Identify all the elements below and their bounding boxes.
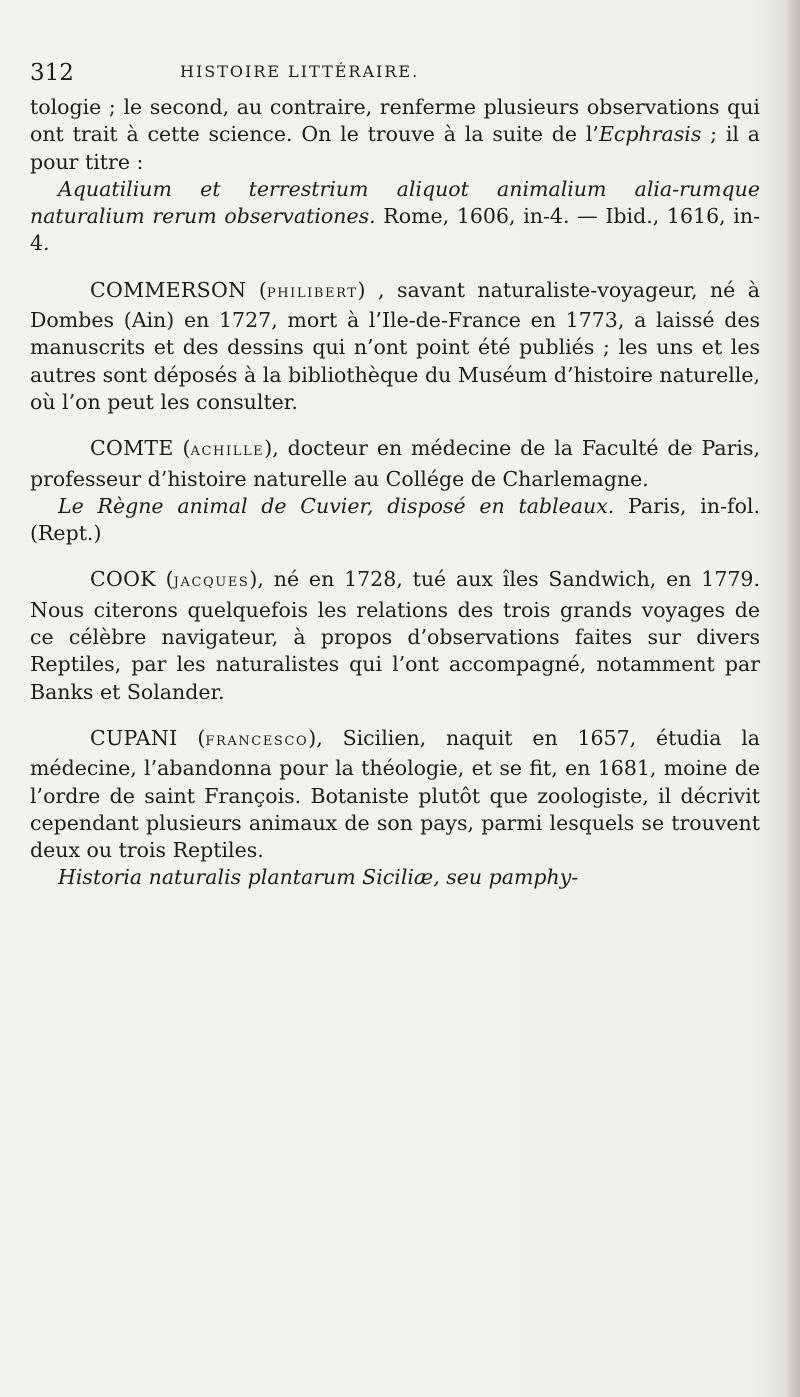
- bibliographic-reference: [30, 864, 760, 891]
- body-text: [30, 94, 760, 892]
- reference-details: Paris, in-fol. (Rept.): [30, 493, 760, 546]
- entry-text: , né en 1728, tué aux îles Sandwich, en 1779. Nous citerons quelquefois les relations des trois grands voyages de ce célèbre navigateur, à propos d’observations faites sur divers Reptiles, par les naturalistes qui l’ont accompagné, notamment par Banks et Solander.: [30, 567, 760, 704]
- entry-text: , savant naturaliste-voyageur, né à Dombes (Ain) en 1727, mort à l’Ile-de-France en 1773, a laissé des manuscrits et des dessins qui n’ont point été publiés ; les uns et les autres sont déposés à la bibliothèque du Muséum d’histoire naturelle, où l’on peut les consulter.: [30, 277, 760, 414]
- reference-details: Rome, 1606, in-4. — Ibid., 1616, in-4.: [30, 204, 760, 256]
- entry-firstname: ACHILLE: [190, 444, 265, 460]
- page-number: 312: [30, 60, 74, 86]
- entry-name: CUPANI: [90, 725, 178, 750]
- reference-title: Historia naturalis plantarum Siciliæ, seu pamphy-: [58, 865, 579, 890]
- running-head: HISTOIRE LITTÉRAIRE.: [180, 62, 420, 81]
- page-header: [30, 60, 750, 90]
- entry-firstname: FRANCESCO: [205, 733, 309, 749]
- entry-comte: COMTE (ACHILLE), docteur en médecine de la Faculté de Paris, professeur d’histoire naturelle au Collége de Charlemagne.: [30, 436, 761, 491]
- entry-name: COMTE: [90, 436, 174, 461]
- entry-cook: COOK (JACQUES), né en 1728, tué aux îles Sandwich, en 1779. Nous citerons quelquefois les relations des trois grands voyages de ce célèbre navigateur, à propos d’observations faites sur divers Reptiles, par les naturalistes qui l’ont accompagné, notamment par Banks et Solander.: [30, 567, 760, 704]
- continuation-paragraph: tologie ; le second, au contraire, renferme plusieurs observations qui ont trait à cette science. On le trouve à la suite de l’Ecphrasis ; il a pour titre :: [30, 95, 761, 174]
- entry-name: COOK: [90, 567, 156, 592]
- entry-firstname: JACQUES: [173, 575, 250, 591]
- entry-firstname: PHILIBERT: [266, 285, 358, 301]
- entry-cupani: CUPANI (FRANCESCO), Sicilien, naquit en 1657, étudia la médecine, l’abandonna pour la théologie, et se fit, en 1681, moine de l’ordre de saint François. Botaniste plutôt que zoologiste, il décrivit cependant plusieurs animaux de son pays, parmi lesquels se trouvent deux ou trois Reptiles.: [30, 725, 760, 863]
- bibliographic-reference: [30, 176, 760, 258]
- entry-name: COMMERSON: [90, 277, 247, 302]
- entry-text: ), Sicilien, naquit en 1657, étudia la médecine, l’abandonna pour la théologie, et se fit, en 1681, moine de l’ordre de saint François. Botaniste plutôt que zoologiste, il décrivit cependant plusieurs animaux de son pays, parmi lesquels se trouvent deux ou trois Reptiles.: [30, 725, 760, 863]
- book-title: Ecphrasis: [598, 122, 702, 147]
- reference-title: Aquatilium et terrestrium aliquot animalium alia-rumque naturalium rerum observationes.: [30, 176, 760, 229]
- reference-title: Le Règne animal de Cuvier, disposé en tableaux.: [58, 493, 615, 518]
- bibliographic-reference: [30, 493, 760, 548]
- entry-text: , docteur en médecine de la Faculté de Paris, professeur d’histoire naturelle au Collége de Charlemagne.: [30, 436, 761, 491]
- page-edge-shadow: [786, 0, 800, 1397]
- entry-commerson: COMMERSON (PHILIBERT) , savant naturaliste-voyageur, né à Dombes (Ain) en 1727, mort à l’Ile-de-France en 1773, a laissé des manuscrits et des dessins qui n’ont point été publiés ; les uns et les autres sont déposés à la bibliothèque du Muséum d’histoire naturelle, où l’on peut les consulter.: [30, 277, 760, 414]
